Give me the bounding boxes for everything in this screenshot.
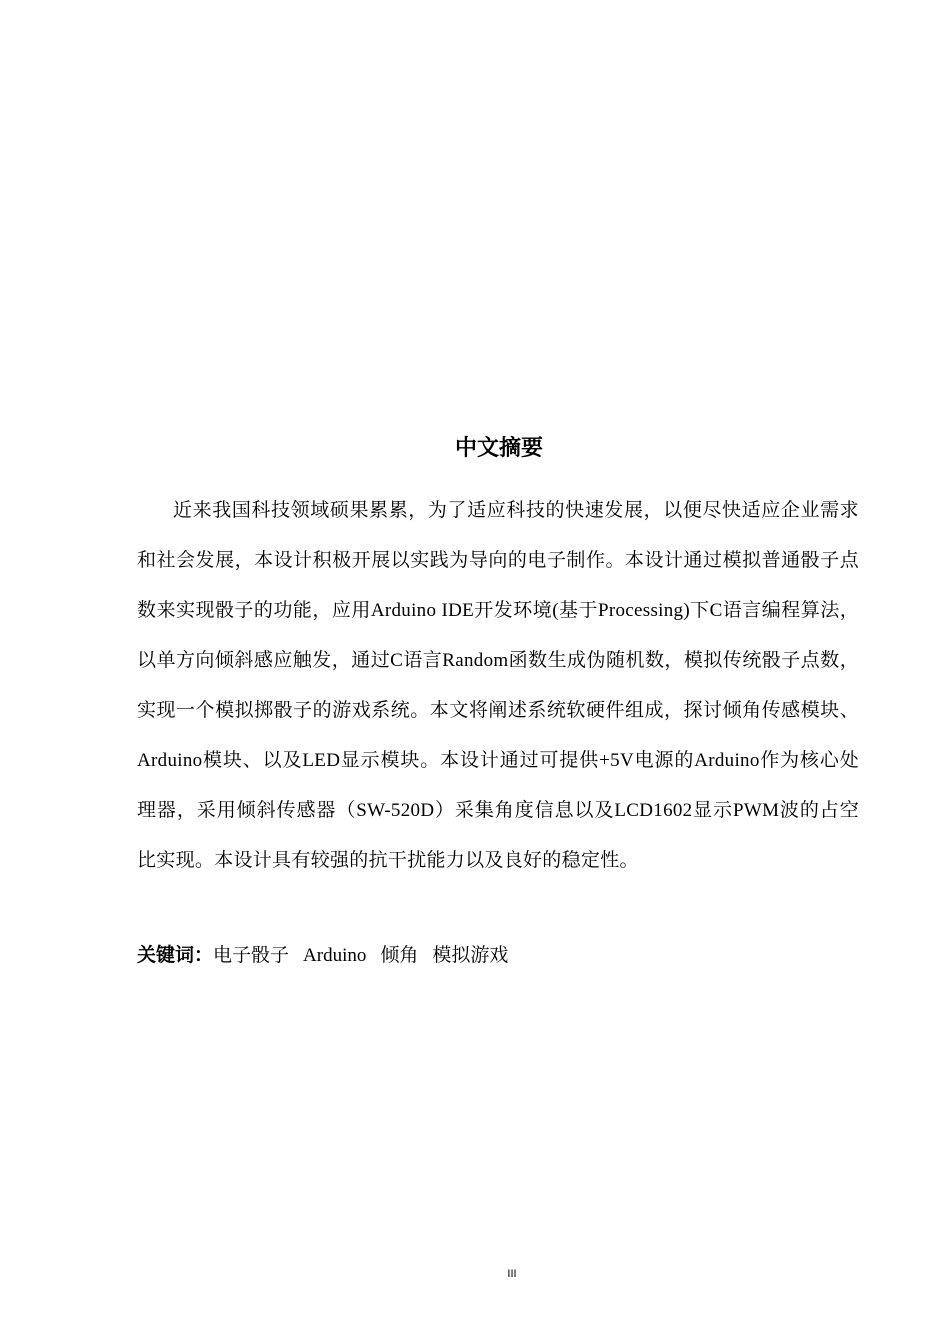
keyword-item: Arduino (303, 945, 367, 966)
keyword-item: 倾角 (380, 945, 419, 966)
keyword-item: 模拟游戏 (432, 945, 509, 966)
abstract-body: 近来我国科技领域硕果累累，为了适应科技的快速发展，以便尽快适应企业需求和社会发展，本设计积极开展以实践为导向的电子制作。本设计通过模拟普通骰子点数来实现骰子的功能，应用Arduino IDE开发环境(基于Processing)下C语言编程算法，以单方向倾斜感应触发，通过C语言Random函数生成伪随机数，模拟传统骰子点数，实现一个模拟掷骰子的游戏系统。本文将阐述系统软硬件组成，探讨倾角传感模块、Arduino模块、以及LED显示模块。本设计通过可提供+5V电源的Arduino作为核心处理器，采用倾斜传感器（SW-520D）采集角度信息以及LCD1602显示PWM波的占空比实现。本设计具有较强的抗干扰能力以及良好的稳定性。 (137, 500, 859, 871)
page-number: III (507, 1268, 517, 1280)
keywords-line (137, 930, 859, 981)
keywords-label: 关键词： (137, 944, 214, 966)
abstract-title: 中文摘要 (454, 436, 543, 461)
keyword-item: 电子骰子 (213, 945, 290, 966)
